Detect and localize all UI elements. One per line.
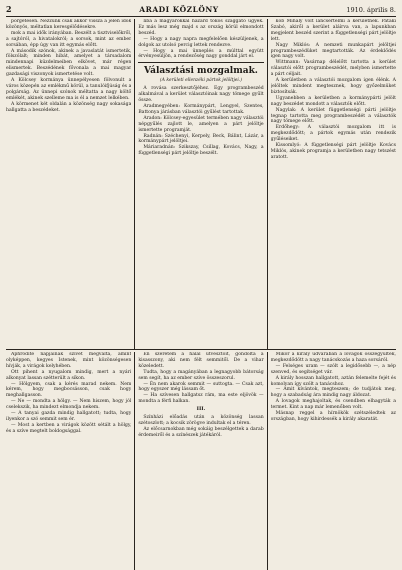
bottom-column-3 xyxy=(271,352,396,570)
top-column-1 xyxy=(6,19,131,349)
paragraph: Színházi előadás után a közönség lassan szétoszlott; a kocsik zörögve indultak el a téren. xyxy=(138,415,264,426)
paragraph: Erdőhegy: A választói mozgalom itt is megkezdődött; a pártok egymás után rendezik gyűléseiket. xyxy=(270,125,396,143)
paragraph: Aradon: Kölcsey-egyesület termében nagy választói népgyűlés zajlott le, amelyen a párt jelöltje ismertette programját. xyxy=(138,115,264,133)
paragraph: — Amit kívántok, megteszem; de tudjátok meg, hogy a szabadság ára mindig nagy áldozat. xyxy=(270,387,396,399)
paragraph: kob Mihály volt lancsértelmi a kerületnek. Pataki Szabó, akiről a kerület aláírva van, a lapunkban megjelent beszéd szerint a függetlenségi párt jelöltje lett. xyxy=(270,19,396,42)
section-title: Választási mozgalmak. xyxy=(144,66,258,77)
paragraph: Tudta, hogy a magányában a legnagyobb bátorság sem segít, ha az ember szíve összeszorul. xyxy=(138,369,264,381)
feuilleton-section xyxy=(6,349,396,570)
paragraph: Nagy Miklós: A nemzeti munkapárt jelöltjei programbeszédüket megtartották. Az érdeklődés igen nagy volt. xyxy=(270,42,396,60)
paragraph: A rovása szerkesztőjéhez. Egy programbeszéd alkalmával a kerület választóinak nagy tömege gyűlt össze. xyxy=(138,86,264,104)
paragraph: — Én nem akarok semmit — suttogta. — Csak azt, hogy egyszer még lássam őt. xyxy=(138,381,264,393)
paragraph: — Hölgyem, csak a kérés marad nekem. Nem kérem, hogy megbocsásson, csak hogy meghallgasson. xyxy=(6,381,132,399)
paragraph: Kissomlyó: A függetlenségi párt jelöltje Kovács Miklós, akinek programja a kerületben nagy tetszést aratott. xyxy=(270,143,396,160)
paragraph: Másnap reggel a hírnökök szétszéledtek az országban, hogy kihirdessék a király akaratát. xyxy=(270,411,396,422)
paragraph: Radnán: Széchenyi, Kerpely, Beck, Bálint, Lázár, a kormánypárt jelöltjei. xyxy=(138,133,264,145)
page-header xyxy=(6,4,396,17)
issue-date: 1910. április 8. xyxy=(346,6,396,14)
paragraph: — A tanyai gazda mindig hallgatott; tudta, hogy ilyenkor a szó semmit sem ér. xyxy=(6,411,132,422)
top-column-2 xyxy=(138,19,263,349)
paragraph: A kerületben a választói mozgalom igen élénk. A jelöltek mindent megtesznek, hogy győzelmüket biztosítsák. xyxy=(270,78,396,95)
column-divider xyxy=(134,352,135,570)
paragraph: mok a mai idők irányában. Beszélt a tisztviselőkről, a sajtóról, a hivatalokról; a sorsok, mint az ember sorsában, épp úgy van itt egymás előtt. xyxy=(6,30,132,48)
paragraph: A körmenet két oldalán a közönség nagy sokasága hallgatta a beszédeket. xyxy=(6,101,132,113)
paragraph: Az előcsarnokban még sokáig beszélgettek a darab érdemeiről és a színészek játékáról. xyxy=(138,426,264,438)
column-divider xyxy=(134,19,135,349)
section-subtitle: (A kerületi ellenzéki pártok jelöltjei.) xyxy=(160,78,242,84)
paragraph: — Ne — mondta a hölgy. — Nem hiszem, hogy jól cselekszik, ha mindezt elmondja nekem. xyxy=(6,399,132,411)
paragraph: A király hosszan hallgatott, aztán felemelte fejét és komolyan így szólt a tanácshoz. xyxy=(270,375,396,387)
paragraph: líba a magyarokkal hazárd tokos szaggató ügyek. Ez más lesz még majd s az ország körül elmondott beszéd. xyxy=(138,19,264,36)
paragraph: Én szeretem a halál útvesztőit, gondolta a kisasszony, aki nem félt semmitől. De a vihar közeledett. xyxy=(138,352,264,369)
paragraph: — Hogy a nagy napra megfelelően készüljenek, a dolgok az utolsó percig lettek rendezve. xyxy=(138,36,264,48)
newspaper-title: ARADI KÖZLÖNY xyxy=(139,5,219,14)
paragraph: A második szónok, akinek a javaslatát ismertetik, fölszólalt; minden hibát, amelyet a társadalom mindennapi küzdelmeiben elkövet, már régen elismertek. Beszédének fővonala a mai magyar gazdasági viszonyok ismertetése volt. xyxy=(6,48,132,78)
paragraph: Aradmegyében: Kormánypárt, Lengyel, Szentes, Battonya járásban választói gyűlést tartottak. xyxy=(138,103,264,115)
paragraph: — Ha szívesen hallgatsz rám, ma este eljövök — mondta a férfi halkan. xyxy=(138,393,264,405)
paragraph: Ott pihent a nyugalom mindig, mert a nyári alkonyat lassan szétterült a síkon. xyxy=(6,369,132,381)
chapter-number: III. xyxy=(196,406,206,413)
paragraph: — Hogy a mai ünneplés a múlttal együtt érvényesüljön, a rendezőség nagy gonddal járt el. xyxy=(138,48,264,60)
bottom-column-1 xyxy=(6,352,131,570)
section-rule xyxy=(138,62,263,63)
paragraph: Nagylak: A kerület függetlenségi párti jelöltje tegnap tartotta meg programbeszédét a választók nagy tömege előtt. xyxy=(270,107,396,125)
column-divider xyxy=(267,352,268,570)
paragraph: — Felséges uram — szólt a legidősebb —, a nép szenved, és segítséget vár. xyxy=(270,363,396,375)
paragraph: — Most a kertben a virágok között sétált a hölgy, és a szíve megtelt boldogsággal. xyxy=(6,422,132,434)
page-number: 2 xyxy=(6,4,12,14)
paragraph: porgetésen. Nezzunk csak akkor vissza a jelen idők közönyös, méltatlan keresgélődésekre. xyxy=(6,19,132,30)
paragraph: Ugyanebben a kerületben a kormánypárti jelölt nagy beszédet mondott a választók előtt. xyxy=(270,95,396,107)
paragraph: A Kölcsey kormánya ünnepélyesen fölvonult a város közepén az emlékmű körül, a tanulóifjúság és a polgárság. Az ünnepi szónok méltatta a nagy költő emlékét, akinek szelleme ma is él a nemzet lelkében. xyxy=(6,78,132,101)
column-divider xyxy=(267,19,268,349)
top-columns xyxy=(6,19,396,349)
paragraph: Máriaradnán: Szikszay, Csillag, Kovács, Nagy, a függetlenségi párt jelöltje beszélt. xyxy=(138,145,264,157)
paragraph: A lovagok meghajoltak, és csendben elhagyták a termet. Kint a nap már lemenőben volt. xyxy=(270,399,396,411)
paragraph: Wittmann: Vasárnap délelőtt tartotta a kerület választói előtt programbeszédét, melyben ismertette a párt céljait. xyxy=(270,60,396,78)
top-column-3 xyxy=(271,19,396,349)
paragraph: Mikor a király udvarában a lovagok összegyűltek, megkezdődött a nagy tanácskozás a haza sorsáról. xyxy=(270,352,396,363)
paragraph: Aphrodite napjainak szívét megválta, amint olyképpen, kegyes Istenek, mint közönségesen hívják, a virágok kelyhében. xyxy=(6,352,132,369)
bottom-column-2 xyxy=(138,352,263,570)
